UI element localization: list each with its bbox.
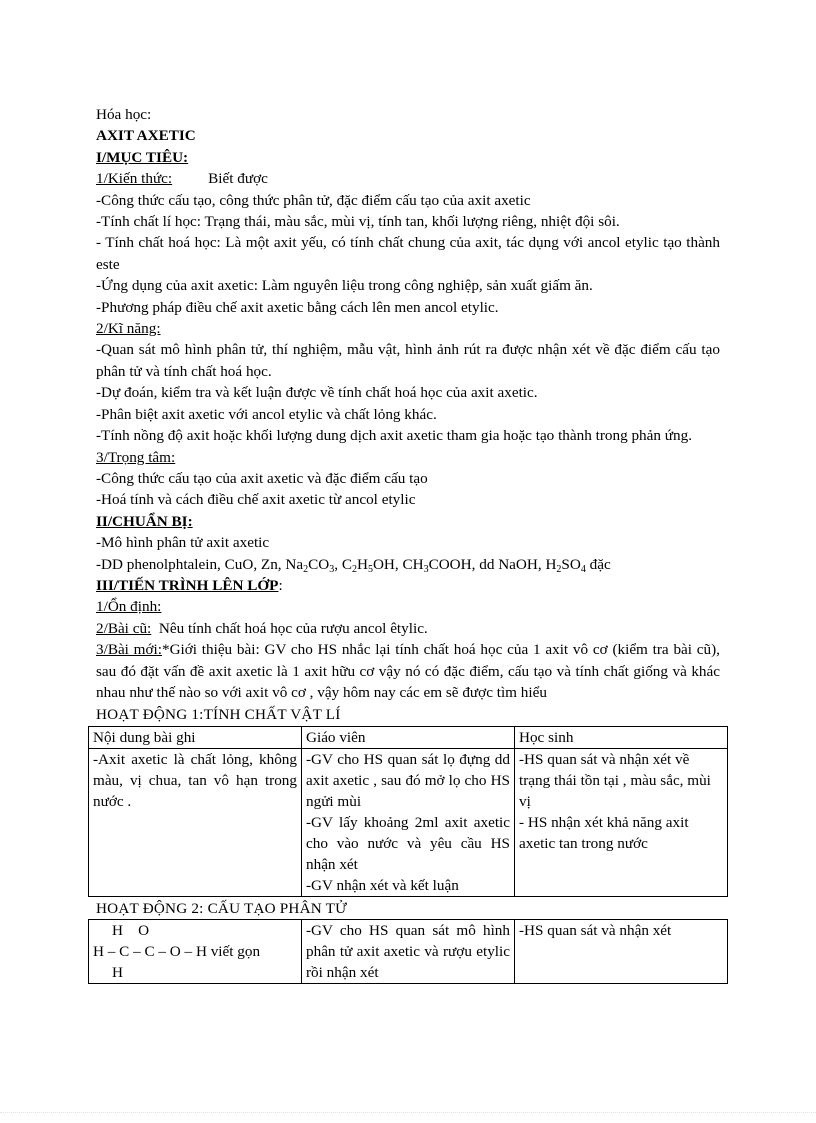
activity1-table: [88, 726, 728, 897]
teacher-step: -GV nhận xét và kết luận: [306, 876, 459, 894]
table-header-row: [89, 726, 728, 748]
knowledge-label: 1/Kiến thức:: [96, 170, 173, 188]
procedure-heading: III/TIẾN TRÌNH LÊN LỚP: [96, 576, 279, 594]
table-row: [89, 748, 728, 896]
teacher-step: -GV lấy khoảng 2ml axit axetic cho vào nước và yêu cầu HS nhận xét: [306, 813, 510, 873]
document-page: [93, 104, 720, 984]
activity2-heading: HOẠT ĐỘNG 2: CẤU TẠO PHÂN TỬ: [96, 899, 348, 917]
focus-label: 3/Trọng tâm:: [96, 448, 176, 466]
preparation-item: -Mô hình phân tử axit axetic: [96, 534, 270, 552]
procedure-heading-line: III/TIẾN TRÌNH LÊN LỚP:: [96, 576, 283, 594]
formula-line: H – C – C – O – H viết gọn: [93, 943, 261, 961]
new-lesson-text: *Giới thiệu bài: GV cho HS nhắc lại tính chất hoá học của 1 axit vô cơ (kiểm tra bài cũ), sau đó đặt vấn đề axit axetic là 1 axit hữu cơ vậy nó có đặc điểm, cấu tạo và tính chất giống và khác nhau như thế nào so với axit vô cơ , vậy hôm nay các em sẽ được tìm hiểu: [96, 641, 720, 701]
new-lesson-label: 3/Bài mới:: [96, 641, 162, 659]
skills-label: 2/Kĩ năng:: [96, 320, 161, 338]
column-header: Nội dung bài ghi: [89, 726, 302, 748]
objectives-heading: I/MỤC TIÊU:: [96, 148, 189, 166]
knowledge-line: [96, 168, 720, 189]
column-header: Học sinh: [515, 726, 728, 748]
skills-item: -Phân biệt axit axetic với ancol etylic và chất lỏng khác.: [96, 405, 437, 423]
formula-line: H O: [93, 922, 150, 940]
student-cell: -HS quan sát và nhận xét: [515, 920, 728, 984]
student-step: -HS quan sát và nhận xét về trạng thái tồn tại , màu sắc, mùi vị: [519, 750, 711, 810]
old-lesson-text: Nêu tính chất hoá học của rượu ancol êtylic.: [151, 619, 428, 637]
skills-item: -Dự đoán, kiểm tra và kết luận được về tính chất hoá học của axit axetic.: [96, 384, 538, 402]
knowledge-item: -Tính chất lí học: Trạng thái, màu sắc, mùi vị, tính tan, khối lượng riêng, nhiệt đội sôi.: [96, 213, 620, 231]
skills-item: -Tính nồng độ axit hoặc khối lượng dung dịch axit axetic tham gia hoặc tạo thành trong phản ứng.: [96, 427, 692, 445]
skills-item: -Quan sát mô hình phân tử, thí nghiệm, mẫu vật, hình ảnh rút ra được nhận xét về đặc điểm cấu tạo phân tử và tính chất hoá học.: [96, 341, 720, 380]
preparation-chemicals: -DD phenolphtalein, CuO, Zn, $Na_2CO_3$, $C_2H_5OH$, $CH_3COOH$, dd NaOH, $H_2SO_4$ đặc: [96, 555, 611, 575]
stabilize-label: 1/Ổn định:: [96, 598, 162, 616]
activity2-table: [88, 919, 728, 984]
structural-formula-cell: [89, 920, 302, 984]
table-row: [89, 920, 728, 984]
knowledge-intro: Biết được: [208, 170, 268, 188]
student-step: - HS nhận xét khả năng axit axetic tan trong nước: [519, 813, 689, 852]
old-lesson-line: [96, 618, 720, 639]
page-bottom-border: [0, 1112, 816, 1113]
knowledge-item: -Phương pháp điều chế axit axetic bằng cách lên men ancol etylic.: [96, 298, 499, 316]
formula-line: H: [93, 964, 123, 982]
focus-item: -Công thức cấu tạo của axit axetic và đặc điểm cấu tạo: [96, 469, 428, 487]
knowledge-item: -Ứng dụng của axit axetic: Làm nguyên liệu trong công nghiệp, sản xuất giấm ăn.: [96, 277, 593, 295]
content-cell: -Axit axetic là chất lỏng, không màu, vị chua, tan vô hạn trong nước .: [89, 748, 302, 896]
knowledge-item: - Tính chất hoá học: Là một axit yếu, có tính chất chung của axit, tác dụng với ancol etylic tạo thành este: [96, 234, 720, 273]
old-lesson-label: 2/Bài cũ:: [96, 619, 152, 637]
teacher-step: -GV cho HS quan sát lọ đựng dd axit axetic , sau đó mở lọ cho HS ngửi mùi: [306, 750, 510, 810]
subject-label: Hóa học:: [96, 106, 152, 123]
knowledge-item: -Công thức cấu tạo, công thức phân tử, đặc điểm cấu tạo của axit axetic: [96, 191, 531, 209]
preparation-heading: II/CHUẨN BỊ:: [96, 512, 193, 530]
activity1-heading: HOẠT ĐỘNG 1:TÍNH CHẤT VẬT LÍ: [96, 706, 341, 724]
focus-item: -Hoá tính và cách điều chế axit axetic từ ancol etylic: [96, 491, 416, 509]
column-header: Giáo viên: [302, 726, 515, 748]
teacher-cell: [302, 748, 515, 896]
student-cell: [515, 748, 728, 896]
new-lesson-paragraph: [96, 639, 720, 703]
lesson-title: AXIT AXETIC: [96, 127, 196, 145]
teacher-cell: -GV cho HS quan sát mô hình phân tử axit axetic và rượu etylic rồi nhận xét: [302, 920, 515, 984]
